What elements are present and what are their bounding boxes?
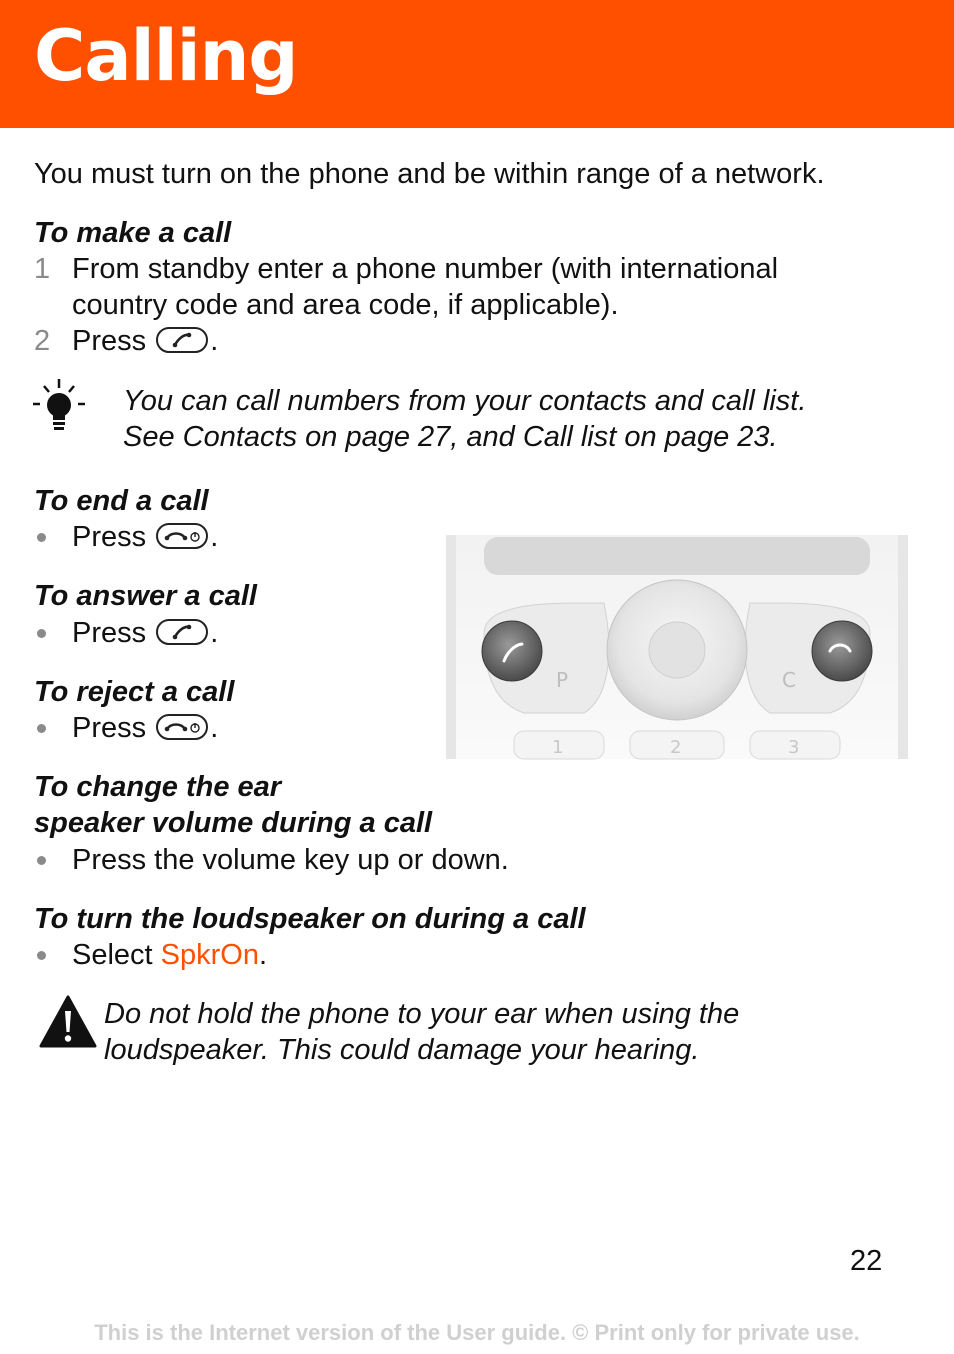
title-banner: [0, 0, 954, 128]
loudspeaker-step: Select SpkrOn.: [72, 939, 268, 971]
footer-notice: This is the Internet version of the User guide. © Print only for private use.: [94, 1320, 860, 1345]
soft-key-label-right: C: [782, 668, 796, 692]
key-label-3: 3: [788, 737, 800, 758]
volume-step: Press the volume key up or down.: [72, 844, 509, 876]
end-key-icon: [156, 523, 208, 549]
end-call-heading: To end a call: [34, 485, 209, 517]
bullet: [37, 629, 46, 638]
key-label-2: 2: [670, 737, 682, 758]
page-number: 22: [850, 1245, 883, 1277]
step-2-text: Press: [72, 325, 147, 357]
step-1-line-1: From standby enter a phone number (with international: [72, 253, 779, 285]
key-label-1: 1: [552, 737, 564, 758]
volume-heading-line-2: speaker volume during a call: [34, 807, 433, 839]
step-number-1: 1: [34, 253, 51, 285]
answer-call-step: Press .: [72, 617, 219, 649]
spkron-command: SpkrOn: [160, 939, 259, 971]
intro-text: You must turn on the phone and be within range of a network.: [34, 158, 825, 190]
tip-line-1: You can call numbers from your contacts and call list.: [123, 385, 807, 417]
warning-icon: [38, 994, 98, 1050]
volume-heading-line-1: To change the ear: [34, 771, 282, 803]
warning-line-2: loudspeaker. This could damage your hearing.: [104, 1034, 700, 1066]
soft-key-label-left: P: [556, 668, 569, 692]
reject-call-step: Press .: [72, 712, 219, 744]
step-1-line-2: country code and area code, if applicable).: [72, 289, 619, 321]
step-2: Press .: [72, 325, 219, 357]
bullet: [37, 533, 46, 542]
answer-call-heading: To answer a call: [34, 580, 257, 612]
phone-keypad-illustration: [444, 533, 910, 761]
lightbulb-icon: [31, 378, 87, 432]
page-title: Calling: [34, 15, 298, 97]
make-call-heading: To make a call: [34, 217, 232, 249]
tip-line-2: See Contacts on page 27, and Call list on page 23.: [123, 421, 778, 453]
call-key-icon: [156, 619, 208, 645]
loudspeaker-heading: To turn the loudspeaker on during a call: [34, 903, 586, 935]
end-key-icon: [156, 714, 208, 740]
call-key-icon: [156, 327, 208, 353]
bullet: [37, 951, 46, 960]
step-number-2: 2: [34, 325, 51, 357]
bullet: [37, 724, 46, 733]
warning-line-1: Do not hold the phone to your ear when using the: [104, 998, 740, 1030]
bullet: [37, 856, 46, 865]
reject-call-heading: To reject a call: [34, 676, 235, 708]
end-call-step: Press .: [72, 521, 219, 553]
